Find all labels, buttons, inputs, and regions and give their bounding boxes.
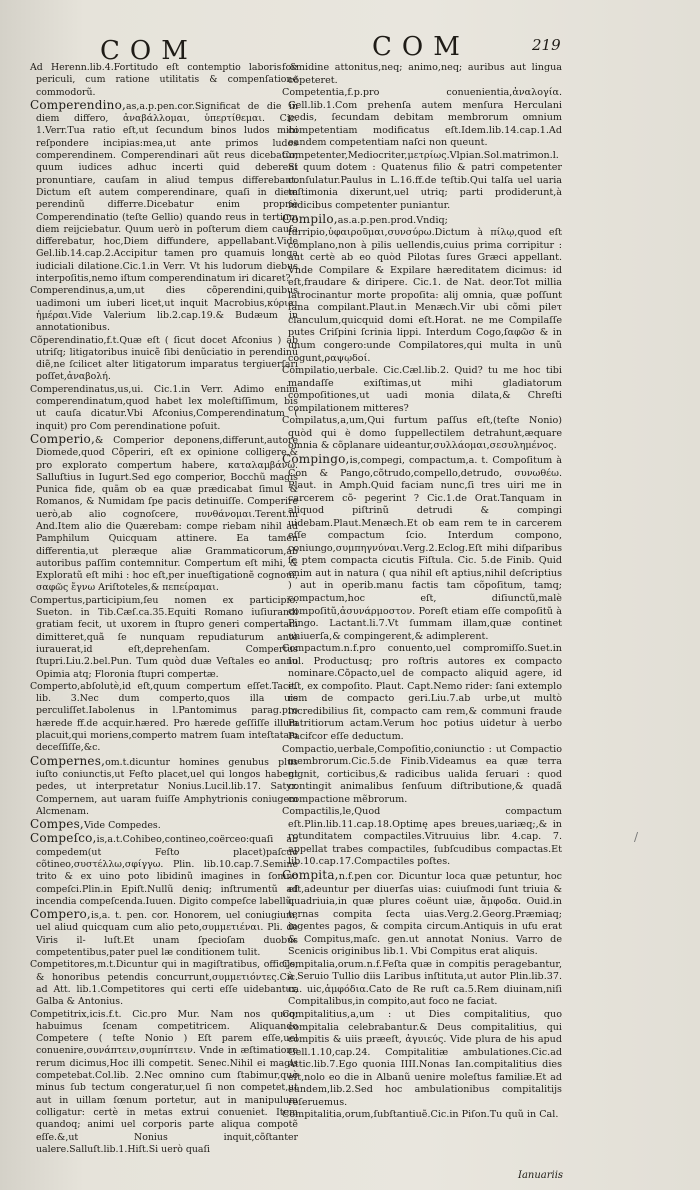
dictionary-entry — [282, 1109, 562, 1122]
dictionary-entry — [30, 1009, 298, 1157]
dictionary-entry — [282, 744, 562, 807]
entry-text: Comperendinatus,us,ui. Cic.1.in Verr. Adimo enim comperendinatum,quod habet lex moleſtiſſimum, bis ut cauſa dicatur.Vbi Afconius,Comperendinatum ( inquit) pro Com perendinatione poſuit. — [30, 383, 298, 432]
dictionary-entry — [282, 959, 562, 1009]
left-column — [30, 62, 298, 1156]
dictionary-entry — [30, 755, 298, 818]
dictionary-entry — [30, 959, 298, 1008]
dictionary-entry — [282, 453, 562, 643]
entry-text: Compitalitia,orum,ſubſtantiuẽ.Cic.in Piſon.Tu quũ in Cal. — [282, 1109, 559, 1121]
entry-headword: Compingo, — [282, 451, 350, 466]
right-column — [282, 62, 562, 1122]
entry-text: Cõperendinatio,f.t.Quæ eſt ( ſicut docet Afconius ) ab utriſq; litigatoribus inuicẽ ſibi denũciatio in perendinũ diẽ,ne ſcilicet alter litigatorum imparatus tergiuerſari poſſet,ἀναβολή. — [30, 334, 298, 383]
dictionary-entry — [282, 365, 562, 415]
dictionary-entry — [30, 335, 298, 384]
entry-text: Competentia,f.p.pro conuenientia,ἀναλογία. Gell.lib.1.Com prehenſa autem menſura Herculani pedis, ſecundam debitam membrorum omnium competentiam modificatus eſt.Idem.lib.14.cap.1.Ad eandem competentiam naſci non queunt. — [282, 87, 562, 149]
entry-headword: Compes, — [30, 817, 84, 832]
entry-text: is,a.t.Cohibeo,contineo,coërceo:quaſi ab compedem(ut Feſto placet)paſcuo cõtineo,συστέλλω,σφίγγω. Plin. lib.10.cap.7.Semine trito & ex uino poto libidinũ imagines in ſomno compeſci.Plin.in Epiſt.Nullũ deniq; inſtrumentũ ad incendia compeſcenda.Iuuen. Digito compeſce labellũ. — [36, 834, 298, 907]
dictionary-entry — [30, 384, 298, 433]
page-number: 219 — [532, 36, 561, 54]
dictionary-entry — [282, 150, 562, 213]
entry-text: Compitalia,orum.n.f.Feſta quæ in compitis peragebantur, à Seruio Tullio diis Laribus inſtituta,ut autor Plin.lib.37. ca. uic,ἀμφόδια.Cato de Re ruſt ca.5.Rem diuinam,niſi Compitalibus,in compito,aut foco ne faciat. — [282, 958, 562, 1008]
running-head-left: COM — [100, 36, 198, 66]
dictionary-entry — [282, 415, 562, 453]
entry-text: Compilatio,uerbale. Cic.Cæl.lib.2. Quid? tu me hoc tibi mandaſſe exiſtimas,ut mihi gladiatorum compoſitiones,ut uadi monia dilata,& Chreſti compilationem mitteres? — [282, 365, 562, 414]
dictionary-entry — [30, 285, 298, 334]
dictionary-entry — [30, 908, 298, 959]
entry-text: Compitalitius,a,um : ut Dies compitalitius, quo compitalia celebrabantur.& Deus compitalitius, qui compitis & uiis præeſt, ἀγυιεύς. Vide plura de his apud Gell.1.10,cap.24. Compitalitiæ ambulationes.Cic.ad Attic.lib.7.Ego quonia IIII.Nonas Ian.compitalitius dies eſt,nolo eo die in Albanũ uenire moleſtus familiæ.Et ad eundem,lib.2.Sed hoc ambulationibus compitalitijs reſeruemus. — [282, 1009, 562, 1108]
dictionary-entry — [30, 99, 298, 285]
dictionary-entry — [282, 643, 562, 743]
dictionary-entry — [282, 213, 562, 366]
entry-text: Ad Herenn.lib.4.Fortitudo eſt contemptio laboris & periculi, cum ratione utilitatis & compenſatione commodorũ. — [30, 62, 298, 98]
dictionary-entry — [30, 818, 298, 832]
entry-text: & Comperior deponens,differunt,autore Diomede,quod Cõperiri, eſt ex opinione colligere,& pro explorato compertum habere, καταλαμβάνω. Salluſtius in Iugurt.Sed ego comperior, Bocchũ magis Punica fide, quãm ob ea quæ prædicabat ſimul & Romanos, & Numidam ſpe pacis detinuiſſe. Comperire uerò,ab alio cognoſcere, πυνθάνομαι.Terent.in And.Item alio die Quærebam: compe riebam nihil ad Pamphilum Quicquam attinere. Ea tamen differentia,ut pleræque aliæ Grammaticorum,ab autoribus paſſim contemnitur. Compertum eſt mihi, & Exploratũ eſt mihi : hoc eſt,per inueſtigationẽ cognoui, σαφῶς ἔγνω Ariſtoteles,& πεπείραμαι. — [36, 434, 298, 594]
dictionary-entry — [282, 869, 562, 959]
entry-text: formidine attonitus,neq; animo,neq; auribus aut lingua cõpeteret. — [282, 62, 562, 86]
entry-text: Compertus,participium,ſeu nomen ex participio. Sueton. in Tib.Cæſ.ca.35.Equiti Romano iuſiurandi gratiam fecit, ut uxorem in ſtupro generi compertam dimitteret,quã ſe nunquam repudiaturum antè iurauerat,id eſt,deprehenſam. Compertus ſtupri.Liu.2.bel.Pun. Tum quòd duæ Veſtales eo anno Opimia atq; Floronia ſtupri compertæ. — [30, 594, 298, 680]
catchword: Ianuariis — [518, 1170, 564, 1181]
dictionary-entry — [282, 87, 562, 150]
entry-headword: Compeſco, — [30, 831, 97, 846]
dictionary-entry — [282, 62, 562, 87]
entry-headword: Comperio, — [30, 431, 95, 446]
running-head-right: COM — [372, 32, 470, 62]
entry-text: Vide Compedes. — [83, 820, 161, 832]
entry-text: Compactilis,le,Quod compactum eſt.Plin.lib.11.cap.18.Optimę apes breues,uariæq;,& in rotunditatem compactiles.Vitruuius libr. 4.cap. 7. appellat trabes compactiles, ſubſcudibus compactas.Et lib.10.cap.17.Compactiles poſtes. — [282, 806, 562, 868]
dictionary-entry — [282, 1009, 562, 1109]
entry-headword: Compilo, — [282, 211, 338, 226]
dictionary-entry — [30, 595, 298, 681]
entry-text: Competitores,m.t.Dicuntur qui in magiſtratibus, officijs, & honoribus petendis concurrunt,συμμετιόντες.Cic. ad Att. lib.1.Competitores qui certi eſſe uidebantur, Galba & Antonius. — [30, 959, 298, 1008]
entry-text: Comperendinus,a,um,ut dies cõperendini,quibus uadimoni um iuberi licet,ut inquit Macrobius,κύριαι ἡμέραι.Vide Valerium lib.2.cap.19.& Budæum in annotationibus. — [30, 285, 298, 334]
dictionary-entry — [30, 832, 298, 908]
entry-text: Competenter,Mediocriter,μετρίως.Vlpian.Sol.matrimon.l. Si quum dotem : Quatenus filio & patri competenter conſulatur.Paulus in L.16.ff.de teſtib.Qui talſa uel uaria teſtimonia dixerunt,uel utriq; parti prodiderunt,à iudicibus competenter puniantur. — [282, 149, 562, 212]
entry-text: om.t.dicuntur homines genubus plus iuſto coniunctis,ut Feſto placet,uel qui longos habent pedes, ut interpretatur Nonius.Lucil.lib.17. Satyr. Compernem, aut uaram fuiſſe Amphytrionis coniugem Alcmenam. — [36, 756, 298, 817]
dictionary-entry — [282, 806, 562, 869]
entry-text: Compactum.n.f.pro conuento,uel compromiſſo.Suet.in Iul. Productusq; pro roſtris autores ex compacto nominare.Cõpacto,uel de compacto aliquid agere, id eſt, ex compoſito. Plaut. Capt.Nemo rider: ſani extemplo rem de compacto geri.Liu.7.ab urbe,ut multò incredibilius ſit, compacto cam rem,& communi fraude Patritiorum actam.Verum hoc potius uidetur à uerbo Pacifcor eſſe deductum. — [282, 643, 562, 742]
dictionary-entry — [30, 681, 298, 755]
entry-text: is,a. t. pen. cor. Honorem, uel coniugium, uel aliud quicquam cum alio peto,συμμετιέναι. Pli. de Viris il- luſt.Et unam ſpecioſam duobus competentibus,pater puel læ conditionem tulit. — [36, 910, 298, 959]
entry-text: Compilatus,a,um,Qui furtum paſſus eſt,(teſte Nonio) quòd qui è domo ſuppellectilem detrahunt,æquare omnia & cõplanare uideantur,συλλάομαι,σεσυλημένος. — [282, 415, 562, 452]
margin-mark: / — [634, 830, 639, 844]
entry-headword: Compernes, — [30, 753, 106, 768]
entry-text: as,a.p.pen.cor.Significat de die in diem differo, ἀναβάλλομαι, ὑπερτίθεμαι. Cic. 1.Verr.Tua ratio eſt,ut ſecundum binos ludos mihi reſpondere incipias:mea,ut ante primos ludos comperendinem. Comperendinari aũt reus dicebatur, quum iudices adhuc incerti quid deberent pronuntiare, cauſam in aliud tempus differebant. Dictum eſt autem comperendinare, quaſi in diem perendinũ differre.Dicebatur enim propriè Comperendinatio (teſte Gellio) quando reus in tertium diem reijciebatur. Quum uerò in poſterum diem cauſa differebatur, hoc,Diem diffundere, appellabant.Vide Gel.lib.14.cap.2.Accipitur tamen pro quamuis longa iudiciali dilatione.Cic.1.in Verr. Vt his ludorum diebus interpoſitis,nemo iſtum comperendinatum iri dicaret? — [36, 100, 298, 285]
entry-text: Comperto,abſolutè,id eſt,quum compertum eſſet.Tacit. lib. 3.Nec dum comperto,quos illa uis perculiſſet.Iabolenus in l.Pantomimus parag.pro hærede ff.de acquir.hæred. Pro hærede geſſiſſe illum placuit,qui moriens,comperto matrem ſuam inteſtatam deceſſiſſe,&c. — [30, 680, 298, 754]
entry-headword: Compita, — [282, 868, 339, 882]
dictionary-entry — [30, 62, 298, 99]
entry-text: n.f.pen cor. Dicuntur loca quæ petuntur, hoc eſt,adeuntur per diuerſas uias: cuiuſmodi ſunt triuia & quadriuia,in quæ plures coëunt uiæ, ἄμφοδα. Ouid.in ternas compita ſecta uias.Verg.2.Georg.Præmiaq; ingentes pagos, & compita circum.Antiquis in ufu erat & Compitus,maſc. gen.ut annotat Nonius. Varro de Scenicis originibus lib.1. Vbi Compitus erat aliquis. — [288, 871, 562, 958]
entry-headword: Compero, — [30, 907, 91, 922]
entry-headword: Comperendino, — [30, 97, 127, 112]
dictionary-entry — [30, 433, 298, 595]
entry-text: is,compegi, compactum,a. t. Compoſitum à Con & Pango,cõtrudo,compello,detrudo, συνωθέω. Plaut. in Amph.Quid faciam nunc,ſi tres uiri me in carcerem cõ- pegerint ? Cic.1.de Orat.Tanquam in aliquod piſtrinũ detrudi & compingi uidebam.Plaut.Menæch.Et ob eam rem te in carcerem eſſe compactum ſcio. Interdum compono, coniungo,συμπηγνύναι.Verg.2.Eclog.Eſt mihi diſparibus ſe ptem compacta cicutis Fiſtula. Cic. 5.de Finib. Quid enim aut in natura ( qua nihil eſt aptius,nihil deſcriptius ) aut in operib.manu factis tam cõpoſitum, tamq; compactum,hoc eſt, diſiunctũ,malè compoſitũ,ἀσυνάρμοστον. Poreſt etiam eſſe compoſitũ à Pingo. Lactant.li.7.Vt ſummam illam,quæ continet uniuerſa,& compingerent,& adimplerent. — [288, 454, 562, 642]
entry-text: Compactio,uerbale,Compoſitio,coniunctio : ut Compactio membrorum.Cic.5.de Finib.Videamus ea quæ terra gignit, corticibus,& radicibus ualida ſeruari : quod contingit animalibus ſenſuum diſtributione,& quadã compactione mẽbrorum. — [282, 743, 562, 805]
entry-text: as.a.p.pen.prod.Vndiq; ſurripio,ὑφαιροῦμαι,συνσύρω.Dictum à πίλῳ,quod eſt complano,non à pilis uellendis,cuius prima corripitur : aut certè ab eo quòd Pilotas ſures Græci appellant. Vnde Compilare & Expilare hæreditatem dicimus: id eſt,fraudare & diripere. Cic.1. de Nat. deor.Tot millia latrocinantur morte propoſita: alij omnia, quæ poſſunt fana compilant.Plaut.in Menæch.Vir ubi cõmi pileτ clanculum,quicquid domi eſt.Horat. ne me Compilaſſe putes Criſpini ſcrinia lippi. Interdum Cogo,ſαφῶσ & in unum congero:unde Compilatores,qui multa in unũ cogunt,ραψῳδοί. — [288, 214, 562, 364]
entry-text: Competitrix,icis.f.t. Cic.pro Mur. Nam nos quoq; habuimus ſcenam competitricem. Aliquando Competere ( teſte Nonio ) Eſt parem eſſe,uel conuenire,συνάπτειν,συμπίπτειν. Vnde in æſtimatione rerum dicimus,Hoc illi competit. Senec.Nihil ei magis competebat.Col.lib. 2.Nec omnino cum ſtabimur,quò minus ſub tectum congeratur,uel ſi non competet,ut aut in uillam ſœnum portetur, aut in manipulum colligatur: certè in metas extrui conueniet. Item quandoq; animi uel corporis parte aliqua compotẽ eſſe.&,ut Nonius inquit,cõſtanter ualere.Salluſt.lib.1.Hiſt.Si uerò quaſi — [30, 1008, 298, 1155]
